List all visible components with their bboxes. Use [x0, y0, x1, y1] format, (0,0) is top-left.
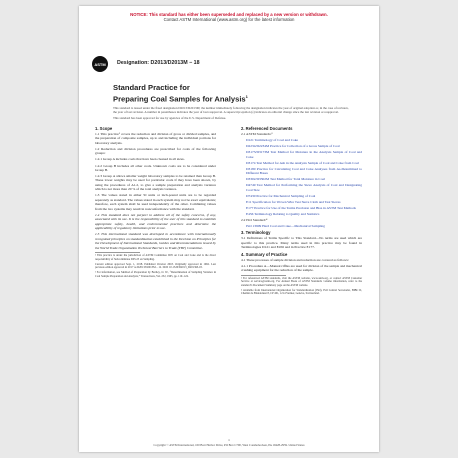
ref-link[interactable]: ISO 13909 Hard Coal and Coke—Mechanical Sampling: [246, 223, 325, 228]
ref-link[interactable]: E177 Practice for Use of the Terms Precision and Bias in ASTM Test Methods: [246, 205, 356, 210]
ref-link[interactable]: D4749 Test Method for Performing the Sieve Analysis of Coal and Designating Coal Size: [246, 183, 362, 192]
copyright-footer: Copyright © ASTM International, 100 Barr Harbor Drive, PO Box C700, West Conshohocken, PA 19428-2959. United States: [153, 443, 305, 447]
astm-logo: [92, 56, 108, 72]
scope-paragraph: 1.2.2 Group B includes all other coals. Unknown coals are to be considered under Group B.: [95, 163, 216, 172]
notice-line-2: Contact ASTM International (www.astm.org) for the latest information: [163, 17, 295, 23]
ref-link[interactable]: D3302/D3302M Test Method for Total Moisture in Coal: [246, 177, 326, 182]
page-number: 1: [228, 438, 230, 442]
ref-link[interactable]: E456 Terminology Relating to Quality and Statistics: [246, 211, 320, 216]
ref-link[interactable]: D3180 Practice for Calculating Coal and Coke Analyses from As-Determined to Different Bases: [246, 166, 362, 176]
title-footnote-marker: 1: [245, 93, 248, 99]
scope-paragraph: 1.3 The values stated in either SI units or inch-pound units are to be regarded separately as standard. The values stated in each system may not be exact equivalents; therefore, each system shall be used independently of the other. Combining values from the two systems may result in nonconformance with the standard.: [95, 193, 216, 211]
left-column: [95, 124, 216, 280]
ref-link[interactable]: E11 Specification for Woven Wire Test Sieve Cloth and Test Sieves: [246, 199, 341, 204]
scope-paragraph: 1.4 This standard does not purport to address all of the safety concerns, if any, associated with its use. It is the responsibility of the user of this standard to establish appropriate safety, health, and environmental practices and determine the applicability of regulatory limitations prior to use.: [95, 212, 216, 231]
designation: Designation: D2013/D2013M − 18: [117, 60, 200, 66]
issuance-note: [113, 106, 353, 122]
section-heading-summary: 4. Summary of Practice: [241, 251, 288, 257]
withdrawn-notice: [79, 12, 379, 22]
footnote: ³ For referenced ASTM standards, visit the ASTM website, www.astm.org, or contact ASTM Customer Service at service@astm.org. For Annual Book of ASTM Standards volume information, refer to the standard’s Document Summary page on the ASTM website.: [241, 276, 362, 287]
summary-paragraph: 4.1 These processes of sample division and reduction are covered as follows:: [241, 257, 349, 262]
ref-item: 2.2 ISO Standard:⁴: [241, 217, 268, 222]
summary-paragraph: 4.1.1 Procedure A—Manual riffles are used for division of the sample and mechanical crushing equipment for the reduction of the sample.: [241, 263, 362, 273]
footnote-divider: [95, 252, 140, 253]
scope-paragraph: 1.1 This practice¹ covers the reduction and division of gross or divided samples, and the preparation of composite samples, up to and including the individual portions for laboratory analysis.: [95, 132, 216, 145]
right-column: [241, 124, 362, 297]
section-heading-referenced-documents: 2. Referenced Documents: [241, 126, 293, 131]
scope-paragraph: 1.2.1 Group A includes coals that have been cleaned in all sizes.: [95, 157, 185, 162]
title-line-2: Preparing Coal Samples for Analysis$^1$: [113, 93, 248, 104]
ref-link[interactable]: D3174 Test Method for Ash in the Analysis Sample of Coal and Coke from Coal: [246, 160, 359, 165]
notice-line-1: NOTICE: This standard has either been superseded and replaced by a new version or withdrawn.: [130, 12, 328, 17]
footnote: ² For information, see Method of Preparation by Bartley, O. W., “Determination of Sampling Variance in Coal Sample Preparation and Analysis,” Transactions, Vol. 232, 1965, pp. 119–124.: [95, 271, 216, 278]
page-title: [113, 84, 353, 104]
ref-link[interactable]: D2234/D2234M Practice for Collection of a Gross Sample of Coal: [246, 144, 340, 149]
title-line-1: Standard Practice for: [113, 83, 190, 92]
ref-link[interactable]: D3173/D3173M Test Method for Moisture in the Analysis Sample of Coal and Coke: [246, 150, 362, 159]
astm-logo-text: ASTM: [94, 61, 106, 67]
ref-link[interactable]: D121 Terminology of Coal and Coke: [246, 138, 299, 143]
section-heading-terminology: 3. Terminology: [241, 230, 271, 236]
footnote-divider: [241, 275, 286, 276]
terminology-paragraph: 3.1 Definitions of Terms Specific to This Standard—No terms are used which are specific to this practice. Many terms used in this practice may be found in Terminologies D121 and E456 and in Practice E177.: [241, 236, 362, 250]
intro-paragraph: This standard has been approved for use by agencies of the U.S. Department of Defense.: [113, 116, 227, 120]
document-page: [79, 6, 379, 452]
footnote: ⁴ Available from International Organization for Standardization (ISO), ISO Central Secretariat, BIBC II, Chemin de Blandonnet 8, CP 401, 1214 Vernier, Geneva, Switzerland.: [241, 288, 362, 296]
intro-paragraph: This standard is issued under the fixed designation D2013/D2013M; the number immediately following the designation indicates the year of original adoption or, in the case of revision, the year of last revision. A number in parentheses indicates the year of last reapproval. A superscript epsilon (ε) indicates an editorial change since the last revision or reapproval.: [113, 106, 349, 114]
ref-link[interactable]: D7430 Practice for Mechanical Sampling of Coal: [246, 193, 316, 198]
scope-paragraph: 1.5 This international standard was developed in accordance with internationally recognized principles on standardization established in the Decision on Principles for the Development of International Standards, Guides and Recommendations issued by the World Trade Organization Technical Barriers to Trade (TBT) Committee.: [95, 232, 216, 250]
footnote: ¹ This practice is under the jurisdiction of ASTM Committee D05 on Coal and Coke and is the direct responsibility of Subcommittee D05.23 on Sampling.: [95, 254, 216, 261]
ref-item: 2.1 ASTM Standards:³: [241, 132, 273, 136]
footnote: Current edition approved Sept. 1, 2018. Published October 2018. Originally approved in 1962. Last previous edition approved in 2017 as D2013/D2013M – 12. DOI: 10.1520/D2013_D2013M-18.: [95, 262, 216, 270]
scope-paragraph: 1.2 Reduction and division procedures are prescribed for coals of the following groups:: [95, 146, 216, 156]
section-heading-scope: 1. Scope: [95, 126, 113, 131]
scope-paragraph: 1.2.3 Group A allows smaller weight laboratory samples to be retained than Group B. These lower weights may be used for particular coals if they have been shown, by using the procedures of A1.2, to give a sample preparation and analysis variance which is not more than 20 % of the total analysis variance.: [95, 174, 216, 192]
